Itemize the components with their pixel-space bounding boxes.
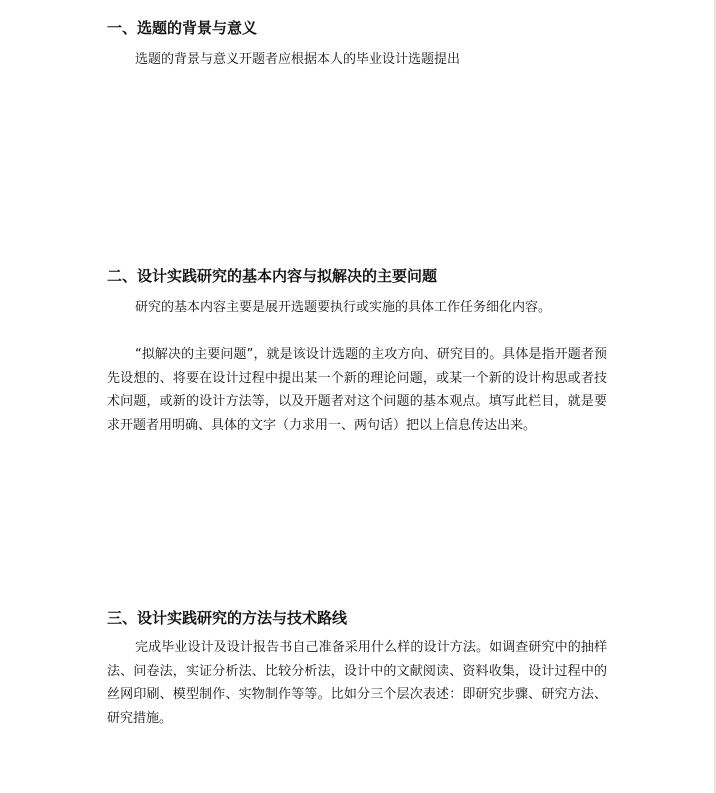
section-background-paragraph: 选题的背景与意义开题者应根据本人的毕业设计选题提出 [135,52,461,67]
section-main-problems-paragraph: “拟解决的主要问题”，就是该设计选题的主攻方向、研究目的。具体是指开题者预先设想的、将要在设计过程中提出某一个新的理论问题，或某一个新的设计构思或者技术问题，或新的设计方法等，以及开题者对这个问题的基本观点。填写此栏目，就是要求开题者用明确、具体的文字（力求用一、两句话）把以上信息传达出来。 [107,347,607,433]
section-methods-paragraph: 完成毕业设计及设计报告书自己准备采用什么样的设计方法。如调查研究中的抽样法、问卷法，实证分析法、比较分析法，设计中的文献阅读、资料收集，设计过程中的丝网印刷、模型制作、实物制作等等。比如分三个层次表述：即研究步骤、研究方法、研究措施。 [107,640,607,726]
section-heading-methods: 三、设计实践研究的方法与技术路线 [107,609,348,627]
section-heading-background: 一、选题的背景与意义 [107,19,258,37]
section-heading-research-content: 二、设计实践研究的基本内容与拟解决的主要问题 [107,267,438,285]
section-research-content-paragraph: 研究的基本内容主要是展开选题要执行或实施的具体工作任务细化内容。 [135,300,552,315]
